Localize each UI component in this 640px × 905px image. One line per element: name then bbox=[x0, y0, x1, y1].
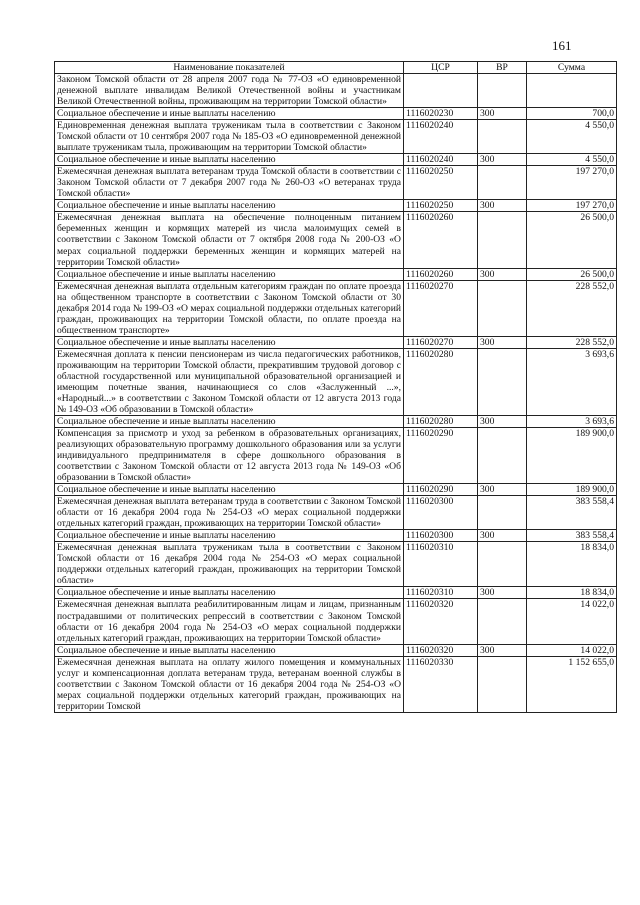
cell-name: Социальное обеспечение и иные выплаты населению bbox=[55, 587, 404, 599]
cell-vr bbox=[478, 74, 527, 108]
cell-sum: 189 900,0 bbox=[527, 484, 617, 496]
cell-sum: 4 550,0 bbox=[527, 120, 617, 154]
cell-name: Законом Томской области от 28 апреля 2007 года № 77-ОЗ «О единовременной денежной выплате инвалидам Великой Отечественной войны и участникам Великой Отечественной войны, проживающим на территории Томской области» bbox=[55, 74, 404, 108]
cell-sum: 197 270,0 bbox=[527, 166, 617, 200]
cell-vr bbox=[478, 496, 527, 530]
cell-name: Ежемесячная денежная выплата отдельным категориям граждан по оплате проезда на общественном транспорте в соответствии с Законом Томской области от 30 декабря 2014 года № 199-ОЗ «О мерах социальной поддержки отдельных категорий граждан, проживающих на территории Томской области, по оплате проезда на общественном транспорте» bbox=[55, 280, 404, 336]
cell-vr: 300 bbox=[478, 644, 527, 656]
cell-name: Ежемесячная денежная выплата на оплату жилого помещения и коммунальных услуг и компенсационная доплата ветеранам труда, ветеранам военной службы в соответствии с Законом Томской области от 16 декабря 2004 года № 254-ОЗ «О мерах социальной поддержки отдельных категорий граждан, проживающих на территории Томской bbox=[55, 656, 404, 712]
cell-csr: 1116020310 bbox=[404, 587, 478, 599]
cell-csr: 1116020280 bbox=[404, 348, 478, 415]
cell-sum: 14 022,0 bbox=[527, 599, 617, 644]
cell-name: Ежемесячная доплата к пенсии пенсионерам из числа педагогических работников, проживающим на территории Томской области, прекратившим трудовой договор с областной государственной или муниципальной образовательной организацией и имеющим почетные звания, начинающиеся со слов «Заслуженный ...», «Народный...» в соответствии с Законом Томской области от 12 августа 2013 года № 149-ОЗ «Об образовании в Томской области» bbox=[55, 348, 404, 415]
cell-vr bbox=[478, 280, 527, 336]
cell-name: Ежемесячная денежная выплата реабилитированным лицам и лицам, признанным пострадавшими от политических репрессий в соответствии с Законом Томской области от 16 декабря 2004 года № 254-ОЗ «О мерах социальной поддержки отдельных категорий граждан, проживающих на территории Томской области» bbox=[55, 599, 404, 644]
table-row bbox=[55, 599, 617, 644]
cell-vr bbox=[478, 166, 527, 200]
table-row bbox=[55, 166, 617, 200]
cell-csr: 1116020320 bbox=[404, 644, 478, 656]
table-row bbox=[55, 428, 617, 484]
cell-name: Социальное обеспечение и иные выплаты населению bbox=[55, 484, 404, 496]
page-number: 161 bbox=[552, 38, 572, 53]
table-row bbox=[55, 268, 617, 280]
cell-sum: 197 270,0 bbox=[527, 200, 617, 212]
cell-sum: 383 558,4 bbox=[527, 530, 617, 542]
table-row bbox=[55, 542, 617, 587]
cell-vr: 300 bbox=[478, 530, 527, 542]
cell-sum bbox=[527, 74, 617, 108]
table-row bbox=[55, 496, 617, 530]
cell-csr: 1116020330 bbox=[404, 656, 478, 712]
cell-csr: 1116020250 bbox=[404, 166, 478, 200]
cell-name: Социальное обеспечение и иные выплаты населению bbox=[55, 268, 404, 280]
cell-name: Социальное обеспечение и иные выплаты населению bbox=[55, 530, 404, 542]
cell-vr: 300 bbox=[478, 415, 527, 427]
column-header-name: Наименование показателей bbox=[55, 62, 404, 74]
cell-csr: 1116020310 bbox=[404, 542, 478, 587]
cell-vr: 300 bbox=[478, 268, 527, 280]
cell-csr: 1116020250 bbox=[404, 200, 478, 212]
cell-vr: 300 bbox=[478, 108, 527, 120]
cell-name: Ежемесячная денежная выплата труженикам тыла в соответствии с Законом Томской области от 16 декабря 2004 года № 254-ОЗ «О мерах социальной поддержки отдельных категорий граждан, проживающих на территории Томской области» bbox=[55, 542, 404, 587]
table-row bbox=[55, 587, 617, 599]
cell-csr: 1116020240 bbox=[404, 154, 478, 166]
table-row bbox=[55, 108, 617, 120]
cell-csr bbox=[404, 74, 478, 108]
cell-csr: 1116020270 bbox=[404, 280, 478, 336]
cell-sum: 1 152 655,0 bbox=[527, 656, 617, 712]
cell-vr bbox=[478, 348, 527, 415]
table-row bbox=[55, 484, 617, 496]
table-row bbox=[55, 656, 617, 712]
cell-vr bbox=[478, 428, 527, 484]
cell-csr: 1116020300 bbox=[404, 496, 478, 530]
cell-sum: 700,0 bbox=[527, 108, 617, 120]
cell-sum: 18 834,0 bbox=[527, 542, 617, 587]
cell-name: Социальное обеспечение и иные выплаты населению bbox=[55, 415, 404, 427]
cell-sum: 3 693,6 bbox=[527, 415, 617, 427]
cell-name: Социальное обеспечение и иные выплаты населению bbox=[55, 644, 404, 656]
column-header-csr: ЦСР bbox=[404, 62, 478, 74]
cell-sum: 26 500,0 bbox=[527, 212, 617, 268]
table-row bbox=[55, 120, 617, 154]
cell-vr bbox=[478, 212, 527, 268]
cell-vr: 300 bbox=[478, 336, 527, 348]
cell-name: Единовременная денежная выплата труженикам тыла в соответствии с Законом Томской области от 10 сентября 2007 года № 185-ОЗ «О единовременной денежной выплате труженикам тыла, проживающим на территории Томской области» bbox=[55, 120, 404, 154]
table-row bbox=[55, 74, 617, 108]
cell-name: Социальное обеспечение и иные выплаты населению bbox=[55, 108, 404, 120]
cell-csr: 1116020240 bbox=[404, 120, 478, 154]
cell-name: Социальное обеспечение и иные выплаты населению bbox=[55, 154, 404, 166]
cell-csr: 1116020280 bbox=[404, 415, 478, 427]
cell-csr: 1116020300 bbox=[404, 530, 478, 542]
cell-csr: 1116020290 bbox=[404, 484, 478, 496]
cell-name: Социальное обеспечение и иные выплаты населению bbox=[55, 200, 404, 212]
table-row bbox=[55, 154, 617, 166]
column-header-sum: Сумма bbox=[527, 62, 617, 74]
column-header-vr: ВР bbox=[478, 62, 527, 74]
cell-sum: 228 552,0 bbox=[527, 336, 617, 348]
table-row bbox=[55, 348, 617, 415]
cell-sum: 228 552,0 bbox=[527, 280, 617, 336]
cell-sum: 4 550,0 bbox=[527, 154, 617, 166]
table-row bbox=[55, 415, 617, 427]
cell-name: Компенсация за присмотр и уход за ребенком в образовательных организациях, реализующих образовательную программу дошкольного образования или за услуги индивидуального предпринимателя в сфере дошкольного образования в соответствии с Законом Томской области от 12 августа 2013 года № 149-ОЗ «Об образовании в Томской области» bbox=[55, 428, 404, 484]
table-row bbox=[55, 212, 617, 268]
cell-csr: 1116020260 bbox=[404, 212, 478, 268]
cell-name: Ежемесячная денежная выплата на обеспечение полноценным питанием беременных женщин и кормящих матерей из числа малоимущих семей в соответствии с Законом Томской области от 7 октября 2008 года № 200-ОЗ «О мерах социальной поддержки беременных женщин и кормящих матерей на территории Томской области» bbox=[55, 212, 404, 268]
cell-vr: 300 bbox=[478, 587, 527, 599]
cell-vr bbox=[478, 120, 527, 154]
cell-vr: 300 bbox=[478, 484, 527, 496]
cell-sum: 189 900,0 bbox=[527, 428, 617, 484]
cell-sum: 3 693,6 bbox=[527, 348, 617, 415]
cell-vr: 300 bbox=[478, 200, 527, 212]
cell-vr bbox=[478, 599, 527, 644]
cell-vr bbox=[478, 656, 527, 712]
cell-sum: 14 022,0 bbox=[527, 644, 617, 656]
table-row bbox=[55, 336, 617, 348]
table-header-row bbox=[55, 62, 617, 74]
cell-csr: 1116020270 bbox=[404, 336, 478, 348]
cell-vr: 300 bbox=[478, 154, 527, 166]
table-row bbox=[55, 200, 617, 212]
cell-name: Социальное обеспечение и иные выплаты населению bbox=[55, 336, 404, 348]
cell-sum: 383 558,4 bbox=[527, 496, 617, 530]
table-row bbox=[55, 644, 617, 656]
cell-vr bbox=[478, 542, 527, 587]
cell-csr: 1116020320 bbox=[404, 599, 478, 644]
cell-csr: 1116020260 bbox=[404, 268, 478, 280]
table-row bbox=[55, 280, 617, 336]
cell-name: Ежемесячная денежная выплата ветеранам труда в соответствии с Законом Томской области от 16 декабря 2004 года № 254-ОЗ «О мерах социальной поддержки отдельных категорий граждан, проживающих на территории Томской области» bbox=[55, 496, 404, 530]
cell-sum: 18 834,0 bbox=[527, 587, 617, 599]
cell-sum: 26 500,0 bbox=[527, 268, 617, 280]
table-row bbox=[55, 530, 617, 542]
cell-csr: 1116020290 bbox=[404, 428, 478, 484]
cell-name: Ежемесячная денежная выплата ветеранам труда Томской области в соответствии с Законом Томской области от 7 декабря 2007 года № 260-ОЗ «О ветеранах труда Томской области» bbox=[55, 166, 404, 200]
cell-csr: 1116020230 bbox=[404, 108, 478, 120]
budget-table bbox=[54, 61, 617, 713]
